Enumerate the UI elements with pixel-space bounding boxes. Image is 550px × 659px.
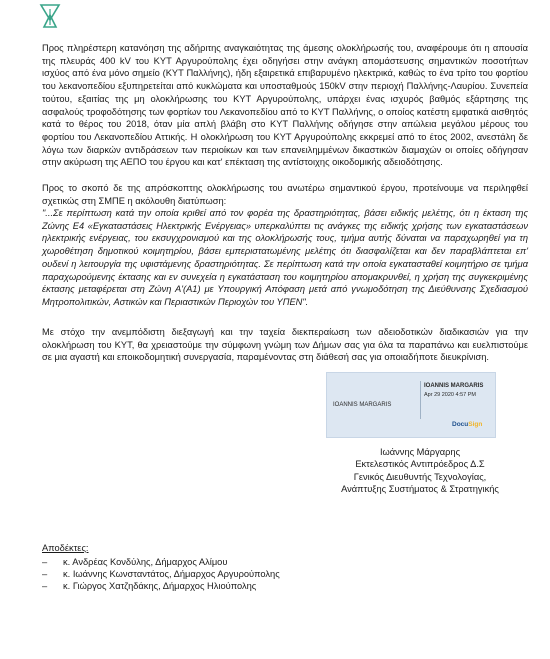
recipient-item xyxy=(42,580,280,592)
signatory-title-line-3: Ανάπτυξης Συστήματος & Στρατηγικής xyxy=(341,483,499,494)
stamp-divider xyxy=(420,381,421,419)
recipient-text: κ. Γιώργος Χατζηδάκης, Δήμαρχος Ηλιούπολης xyxy=(63,581,257,592)
recipients-heading: Αποδέκτες: xyxy=(42,543,89,553)
stamp-signer-name-small: IOANNIS MARGARIS xyxy=(333,402,392,408)
recipient-item xyxy=(42,568,280,580)
stamp-date: Apr 29 2020 4:57 PM xyxy=(424,392,476,398)
body-paragraph-2-intro: Προς το σκοπό δε της απρόσκοπτης ολοκλήρωσης του ανωτέρω σημαντικού έργου, προτείνουμε να περιληφθεί σχετικώς στη ΣΜΠΕ η ακόλουθη διατύπωση: xyxy=(42,183,528,206)
signatory-block xyxy=(300,446,540,495)
company-logo-icon xyxy=(39,3,61,29)
list-dash: – xyxy=(42,557,48,567)
docusign-logo-prefix: Docu xyxy=(452,421,469,428)
body-paragraph-1: Προς πληρέστερη κατανόηση της αδήριτης αναγκαιότητας της άμεσης ολοκλήρωσής του, αναφέρουμε ότι η απουσία της πλευράς 400 kV του ΚΥΤ Αργυρούπολης έχει οδηγήσει στην ανάγκη απομάστευσης σημαντικών ποσοτήτων ισχύος από ένα μόνο σημείο (ΚΥΤ Παλλήνης), ήδη εξαιρετικά επιβαρυμένο ηλεκτρικά, καθώς το ένα τρίτο του φορτίου του λεκανοπεδίου εξυπηρετείται από κυκλώματα και υποσταθμούς 150kV στην περιοχή Παλλήνης-Λαυρίου. Συνεπεία τούτου, εξαιτίας της μη ολοκλήρωσης του ΚΥΤ Αργυρούπολης, υπάρχει ένας ισχυρός βαθμός εξάρτησης της ασφαλούς τροφοδότησης των φορτίων του Λεκανοπεδίου από το ΚΥΤ Παλλήνης, ο οποίος κατέστη εμφατικά αισθητός κατά το θέρος του 2018, όταν μία απλή βλάβη στο ΚΥΤ Παλλήνης οδήγησε στην απώλεια μεγάλου μέρους του φορτίου του Λεκανοπεδίου Αττικής. Η ολοκλήρωση του ΚΥΤ Αργυρούπολης εκκρεμεί από το έτος 2002, ανεστάλη δε λόγω των διαρκών αντιδράσεων των περιοίκων και των επανειλημμένων δικαστικών διαμαχών οι οποίες οδήγησαν στην ακύρωση της ΑΕΠΟ του έργου και κατ' επέκταση της αντίστοιχης οικοδομικής αδειοδότησης. xyxy=(42,43,528,168)
docusign-signature-stamp xyxy=(326,372,496,438)
list-dash: – xyxy=(42,581,48,592)
docusign-logo xyxy=(452,421,482,428)
docusign-logo-suffix: Sign xyxy=(468,421,483,428)
recipients-list xyxy=(42,556,280,593)
signatory-title-line-1: Εκτελεστικός Αντιπρόεδρος Δ.Σ xyxy=(355,459,485,470)
proposed-wording-quote: "...Σε περίπτωση κατά την οποία κριθεί από τον φορέα της δραστηριότητας, βάσει ειδικής μελέτης, ότι η έκταση της Ζώνης Ε4 «Εγκαταστάσεις Ηλεκτρικής Ενέργειας» υπερκαλύπτει τις ανάγκες της ειδικής χρήσης των εγκαταστάσεων ηλεκτρικής ενέργειας, του εκσυγχρονισμού και της ολοκλήρωσής τους, τμήμα αυτής δύναται να παραχωρηθεί για τη χωροθέτηση δημοτικού κοιμητηρίου, βάσει εμπεριστατωμένης μελέτης ότι διασφαλίζεται και δεν παραβλάπτεται επ' ουδενί η λειτουργία της υφιστάμενης δραστηριότητας. Σε περίπτωση κατά την οποία εγκατασταθεί κοιμητήριο σε τμήμα παραχωρούμενης έκτασης και εν συνεχεία η εγκατάσταση του κοιμητηρίου απομακρυνθεί, η χρήση της συγκεκριμένης έκτασης μεταφέρεται στη Ζώνη Α'(Α1) με Υπουργική Απόφαση μετά από γνωμοδότηση της Διεύθυνσης Σχεδιασμού Μητροπολιτικών, Αστικών και Περιαστικών Περιοχών του ΥΠΕΝ". xyxy=(42,208,528,307)
list-dash: – xyxy=(42,569,48,580)
recipient-item xyxy=(42,556,280,568)
recipient-text: κ. Ιωάννης Κωνσταντάτος, Δήμαρχος Αργυρούπολης xyxy=(63,569,280,580)
body-paragraph-3: Με στόχο την ανεμπόδιστη διεξαγωγή και την ταχεία διεκπεραίωση των αδειοδοτικών διαδικασιών για την ολοκλήρωση του ΚΥΤ, θα χρειαστούμε την σύμφωνη γνώμη των Δήμων σας για όλα τα παραπάνω και ευελπιστούμε σε μια αγαστή και εποικοδομητική συνεργασία, παραμένοντας στη διάθεσή σας για οποιαδήποτε διευκρίνιση. xyxy=(42,327,528,363)
recipient-text: κ. Ανδρέας Κονδύλης, Δήμαρχος Αλίμου xyxy=(63,557,228,567)
signatory-title-line-2: Γενικός Διευθυντής Τεχνολογίας, xyxy=(353,471,487,482)
signatory-name: Ιωάννης Μάργαρης xyxy=(379,447,461,457)
stamp-signer-name: IOANNIS MARGARIS xyxy=(424,383,484,389)
